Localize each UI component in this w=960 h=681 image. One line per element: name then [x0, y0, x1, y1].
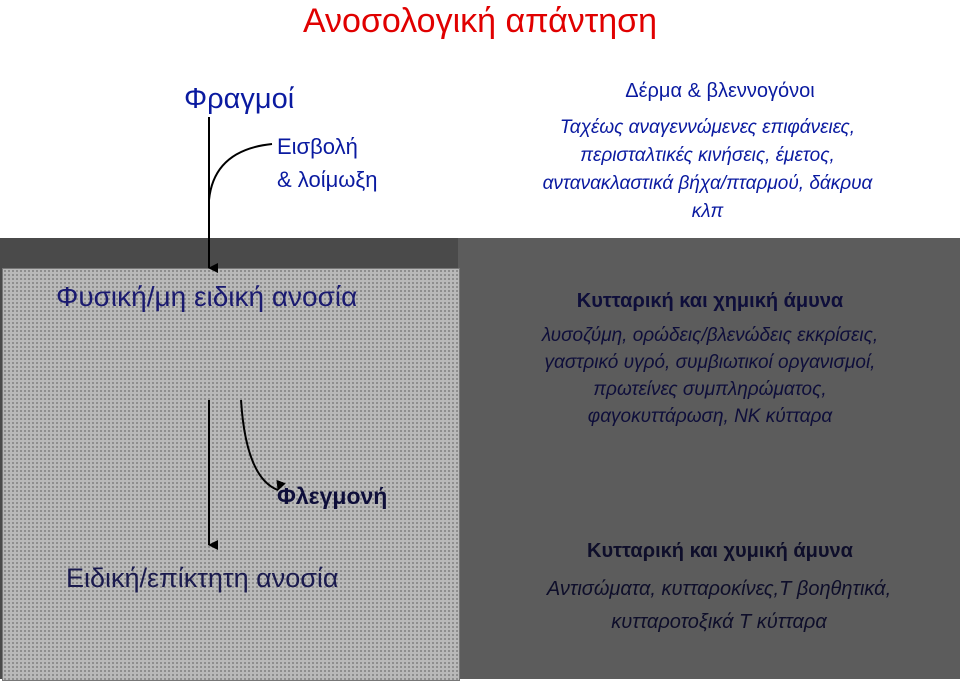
innate-heading: Κυτταρική και χημική άμυνα: [576, 290, 844, 312]
barriers-line: Ταχέως αναγεννώμενες επιφάνειες,: [559, 117, 856, 138]
adaptive-immunity-label: Ειδική/επίκτητη ανοσία: [66, 563, 339, 593]
innate-line: φαγοκυττάρωση, NK κύτταρα: [587, 406, 833, 427]
inflammation-label: Φλεγμονή: [277, 483, 388, 509]
barriers-label: Φραγμοί: [184, 83, 295, 115]
barriers-line: αντανακλαστικά βήχα/πταρμού, δάκρυα: [542, 173, 873, 194]
barriers-line: περισταλτικές κινήσεις, έμετος,: [580, 145, 835, 166]
invasion-curve-arrow: [209, 144, 272, 200]
adaptive-heading: Κυτταρική και χυμική άμυνα: [587, 540, 853, 562]
adaptive-line: κυτταροτοξικά T κύτταρα: [611, 611, 827, 633]
barriers-line: κλπ: [691, 201, 724, 222]
inflammation-curve-arrow: [241, 400, 278, 490]
innate-line: πρωτείνες συμπληρώματος,: [593, 379, 827, 400]
innate-line: γαστρικό υγρό, συμβιωτικοί οργανισμοί,: [544, 352, 876, 373]
slide-title: Ανοσολογική απάντηση: [302, 2, 658, 40]
innate-immunity-label: Φυσική/μη ειδική ανοσία: [56, 281, 358, 312]
barriers-heading: Δέρμα & βλεννογόνοι: [625, 80, 815, 102]
invasion-line-1: Εισβολή: [277, 134, 358, 159]
invasion-line-2: & λοίμωξη: [277, 167, 378, 192]
adaptive-line: Αντισώματα, κυτταροκίνες,T βοηθητικά,: [546, 578, 892, 600]
innate-line: λυσοζύμη, ορώδεις/βλενώδεις εκκρίσεις,: [541, 325, 879, 346]
